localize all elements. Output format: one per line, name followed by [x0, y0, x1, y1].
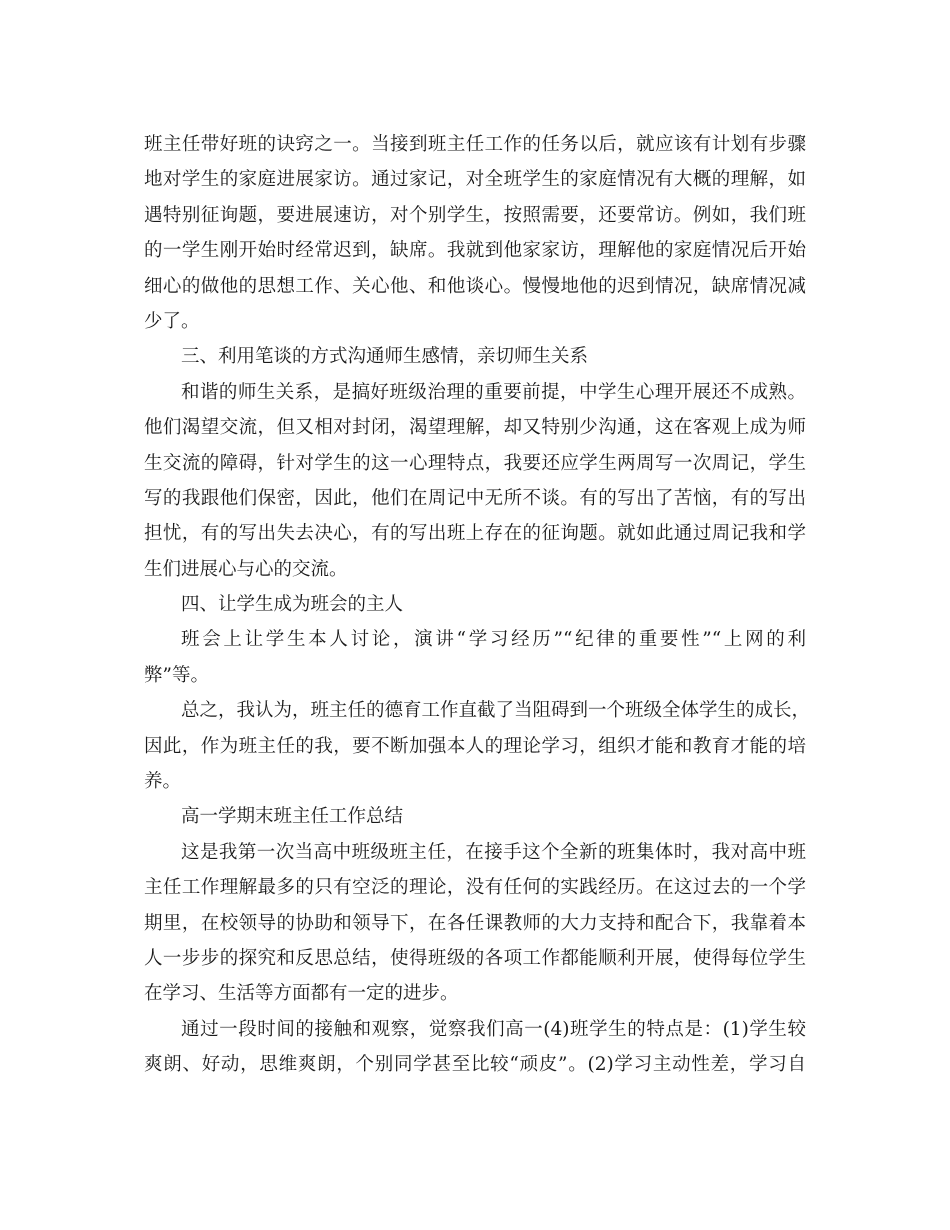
text-line: 少了。	[144, 310, 200, 332]
text-line: 高一学期末班主任工作总结	[181, 806, 404, 828]
text-line: 因此，作为班主任的我，要不断加强本人的理论学习，组织才能和教育才能的培	[144, 735, 806, 757]
text-line: 生们进展心与心的交流。	[144, 558, 348, 580]
text-line: 三、利用笔谈的方式沟通师生感情，亲切师生关系	[181, 346, 589, 368]
text-line: 担忧，有的写出失去决心，有的写出班上存在的征询题。就如此通过周记我和学	[144, 523, 806, 545]
text-line: 养。	[144, 771, 182, 793]
text-line: 细心的做他的思想工作、关心他、和他谈心。慢慢地他的迟到情况，缺席情况减	[144, 275, 806, 297]
text-line: 四、让学生成为班会的主人	[181, 594, 404, 616]
text-line: 通过一段时间的接触和观察，觉察我们高一(4)班学生的特点是：(1)学生较	[181, 1018, 806, 1040]
text-line: 班会上让学生本人讨论，演讲“学习经历”“纪律的重要性”“上网的利	[181, 629, 806, 651]
text-line: 他们渴望交流，但又相对封闭，渴望理解，却又特别少沟通，这在客观上成为师	[144, 417, 806, 439]
text-line: 写的我跟他们保密，因此，他们在周记中无所不谈。有的写出了苦恼，有的写出	[144, 487, 806, 509]
text-line: 主任工作理解最多的只有空泛的理论，没有任何的实践经历。在这过去的一个学	[144, 877, 806, 899]
text-line: 遇特别征询题，要进展速访，对个别学生，按照需要，还要常访。例如，我们班	[144, 204, 806, 226]
document-body	[144, 127, 811, 1083]
text-line: 和谐的师生关系，是搞好班级治理的重要前提，中学生心理开展还不成熟。	[181, 381, 806, 403]
text-line: 爽朗、好动，思维爽朗，个别同学甚至比较“顽皮”。(2)学习主动性差，学习自	[144, 1054, 806, 1076]
text-line: 的一学生刚开始时经常迟到，缺席。我就到他家家访，理解他的家庭情况后开始	[144, 240, 806, 262]
text-line: 人一步步的探究和反思总结，使得班级的各项工作都能顺利开展，使得每位学生	[144, 947, 806, 969]
text-line: 期里，在校领导的协助和领导下，在各任课教师的大力支持和配合下，我靠着本	[144, 912, 806, 934]
text-line: 在学习、生活等方面都有一定的进步。	[144, 983, 459, 1005]
text-line: 这是我第一次当高中班级班主任，在接手这个全新的班集体时，我对高中班	[181, 841, 806, 863]
text-line: 弊”等。	[144, 664, 209, 686]
text-line: 地对学生的家庭进展家访。通过家记，对全班学生的家庭情况有大概的理解，如	[144, 169, 806, 191]
text-line: 总之，我认为，班主任的德育工作直截了当阻碍到一个班级全体学生的成长，	[181, 700, 811, 722]
text-line: 生交流的障碍，针对学生的这一心理特点，我要还应学生两周写一次周记，学生	[144, 452, 806, 474]
text-line: 班主任带好班的诀窍之一。当接到班主任工作的任务以后，就应该有计划有步骤	[144, 134, 806, 155]
